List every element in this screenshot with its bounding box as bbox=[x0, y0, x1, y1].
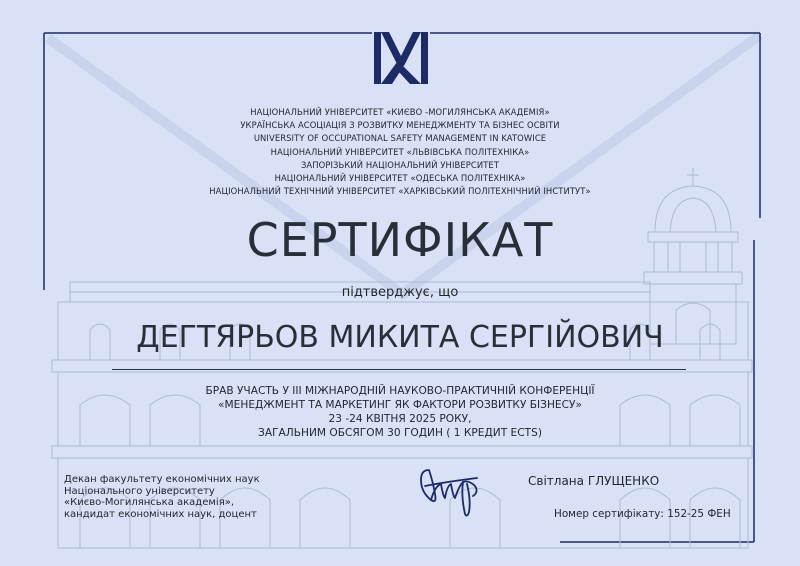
organization-line: НАЦІОНАЛЬНИЙ УНІВЕРСИТЕТ «ЛЬВІВСЬКА ПОЛІТЕХНІКА» bbox=[270, 146, 530, 157]
dean-line: кандидат економічних наук, доцент bbox=[64, 508, 257, 520]
dean-line: Національного університету bbox=[64, 485, 215, 497]
name-underline bbox=[112, 369, 686, 370]
description-line: ЗАГАЛЬНИМ ОБСЯГОМ 30 ГОДИН ( 1 КРЕДИТ ECTS) bbox=[258, 427, 542, 439]
certificate-number: Номер сертифікату: 152-25 ФЕН bbox=[554, 508, 731, 520]
signer-name: Світлана ГЛУЩЕНКО bbox=[528, 474, 660, 488]
description-line: «МЕНЕДЖМЕНТ ТА МАРКЕТИНГ ЯК ФАКТОРИ РОЗВИТКУ БІЗНЕСУ» bbox=[218, 399, 582, 411]
description-line: БРАВ УЧАСТЬ У ІІІ МІЖНАРОДНІЙ НАУКОВО-ПРАКТИЧНІЙ КОНФЕРЕНЦІЇ bbox=[205, 385, 595, 397]
dean-line: «Києво-Могилянська академія», bbox=[64, 497, 235, 509]
confirms-text: підтверджує, що bbox=[341, 285, 459, 300]
handwritten-signature bbox=[415, 456, 485, 520]
dean-line: Декан факультету економічних наук bbox=[64, 474, 260, 485]
description-line: 23 -24 КВІТНЯ 2025 РОКУ, bbox=[328, 413, 472, 425]
kma-monogram-logo bbox=[372, 30, 430, 86]
certificate-title: СЕРТИФІКАТ bbox=[246, 213, 554, 267]
organization-line: НАЦІОНАЛЬНИЙ ТЕХНІЧНИЙ УНІВЕРСИТЕТ «ХАРКІВСЬКИЙ ПОЛІТЕХНІЧНИЙ ІНСТИТУТ» bbox=[209, 186, 591, 197]
participation-description bbox=[150, 384, 650, 440]
recipient-name: ДЕГТЯРЬОВ МИКИТА СЕРГІЙОВИЧ bbox=[136, 320, 664, 355]
dean-title-block bbox=[64, 474, 324, 520]
organization-line: НАЦІОНАЛЬНИЙ УНІВЕРСИТЕТ «ОДЕСЬКА ПОЛІТЕХНІКА» bbox=[274, 173, 526, 184]
organization-line: НАЦІОНАЛЬНИЙ УНІВЕРСИТЕТ «КИЄВО -МОГИЛЯНСЬКА АКАДЕМІЯ» bbox=[250, 107, 550, 117]
organization-line: УКРАЇНСЬКА АСОЦІАЦІЯ З РОЗВИТКУ МЕНЕДЖМЕНТУ ТА БІЗНЕС ОСВІТИ bbox=[240, 120, 560, 131]
organizations-list bbox=[150, 106, 650, 198]
organization-line: UNIVERSITY OF OCCUPATIONAL SAFETY MANAGEMENT IN KATOWICE bbox=[253, 133, 547, 144]
organization-line: ЗАПОРІЗЬКИЙ НАЦІОНАЛЬНИЙ УНІВЕРСИТЕТ bbox=[300, 159, 500, 170]
